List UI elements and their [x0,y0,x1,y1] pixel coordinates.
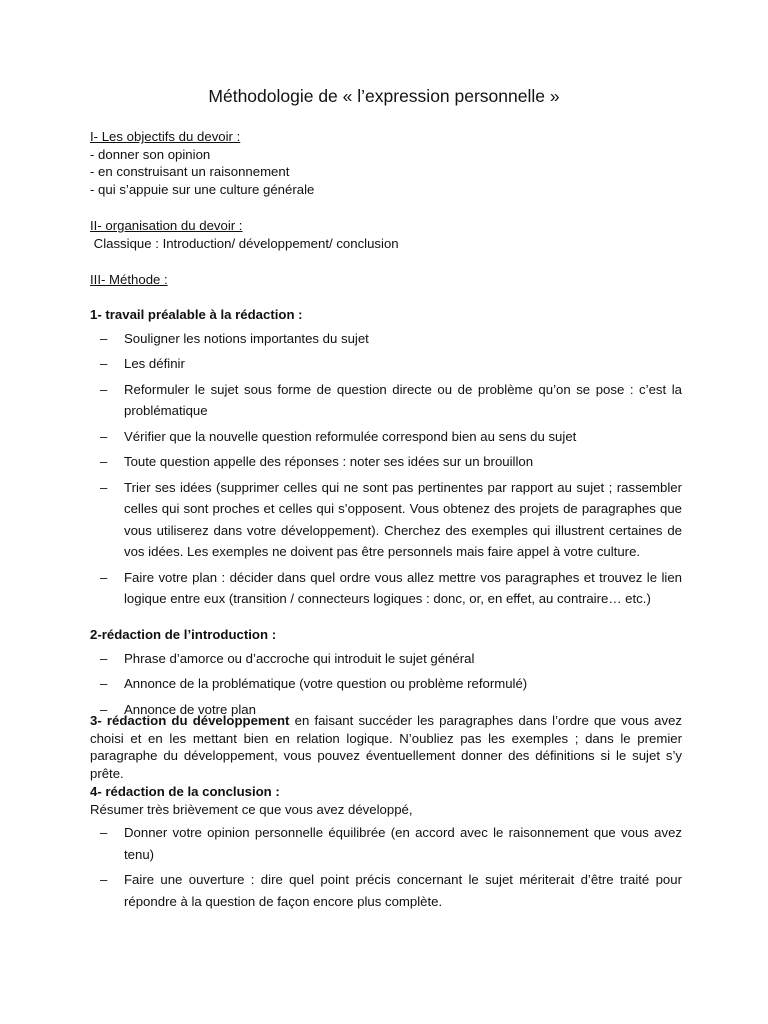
list-item: – Faire une ouverture : dire quel point précis concernant le sujet mériterait d’être traité pour répondre à la question de façon encore plus complète. [90,869,682,912]
step-2-list [90,648,682,721]
list-item: – Faire votre plan : décider dans quel ordre vous allez mettre vos paragraphes et trouvez le lien logique entre eux (transition / connecteurs logiques : donc, or, en effet, au contraire… etc.) [90,567,682,610]
step-4-list [90,822,682,912]
step-2-heading: 2-rédaction de l’introduction : [90,627,277,642]
step-4-heading: 4- rédaction de la conclusion : [90,784,280,799]
step-2 [90,626,682,720]
section-objectives [90,128,682,198]
section-organisation-heading: II- organisation du devoir : [90,218,243,233]
step-3-paragraph [90,712,682,782]
step-3 [90,712,682,782]
document-title: Méthodologie de « l’expression personnelle » [208,86,560,106]
section-objectives-heading: I- Les objectifs du devoir : [90,129,241,144]
organisation-line: Classique : Introduction/ développement/ conclusion [90,235,399,251]
objective-line-3: - qui s’appuie sur une culture générale [90,181,315,197]
section-method [90,271,682,289]
objective-line-1: - donner son opinion [90,146,211,162]
list-item: – Phrase d’amorce ou d’accroche qui introduit le sujet général [90,648,682,670]
list-item: – Les définir [90,353,682,375]
step-1 [90,306,682,610]
step-1-heading: 1- travail préalable à la rédaction : [90,307,303,322]
list-item: – Toute question appelle des réponses : noter ses idées sur un brouillon [90,451,682,473]
step-3-heading: 3- rédaction du développement [90,713,290,728]
step-1-list [90,328,682,610]
list-item: – Vérifier que la nouvelle question reformulée correspond bien au sens du sujet [90,426,682,448]
section-method-heading: III- Méthode : [90,272,168,287]
list-item: – Souligner les notions importantes du sujet [90,328,682,350]
list-item: – Reformuler le sujet sous forme de question directe ou de problème qu’on se pose : c’est la problématique [90,379,682,422]
section-organisation [90,217,682,252]
list-item: – Donner votre opinion personnelle équilibrée (en accord avec le raisonnement que vous avez tenu) [90,822,682,865]
list-item: – Annonce de votre plan [90,699,682,721]
step-4 [90,783,682,912]
step-4-intro: Résumer très brièvement ce que vous avez développé, [90,801,413,817]
list-item: – Trier ses idées (supprimer celles qui ne sont pas pertinentes par rapport au sujet ; rassembler celles qui sont proches et celles qui s’opposent. Vous obtenez des projets de paragraphes que vous utiliserez dans votre développement). Cherchez des exemples qui illustrent certaines de vos idées. Les exemples ne doivent pas être personnels mais faire appel à votre culture. [90,477,682,563]
step-3-text: en faisant succéder les paragraphes dans l’ordre que vous avez choisi et en les mettant bien en relation logique. N’oubliez pas les exemples ; dans le premier paragraphe du développement, vous pouvez éventuellement donner des définitions si le sujet s’y prête. [90,713,682,781]
objective-line-2: - en construisant un raisonnement [90,164,290,179]
list-item: – Annonce de la problématique (votre question ou problème reformulé) [90,673,682,695]
